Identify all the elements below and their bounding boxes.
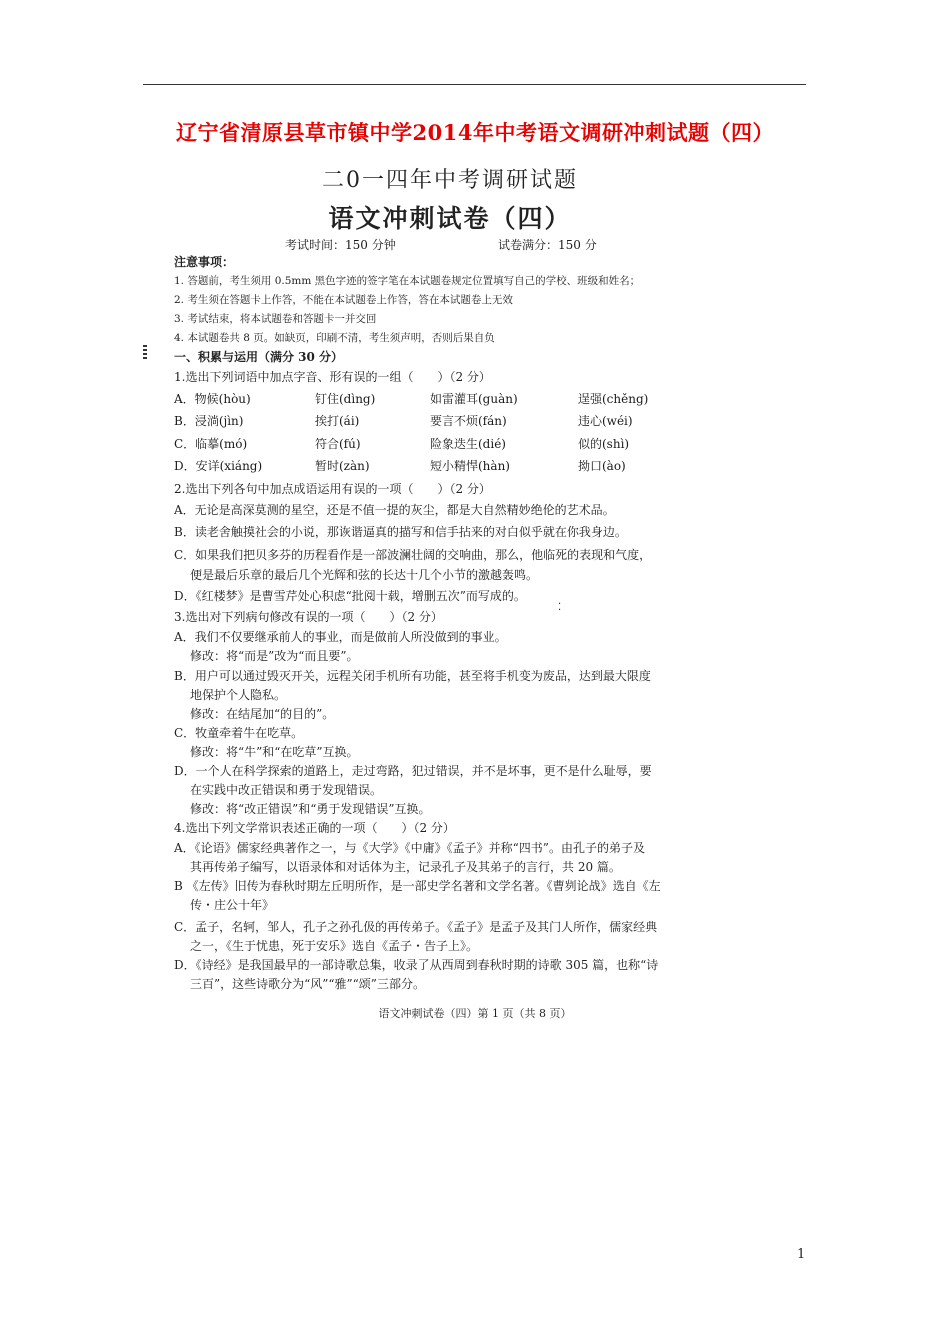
option-cell: 似的(shì): [578, 437, 630, 451]
option-cell: 险象迭生(dié): [430, 437, 506, 451]
question-line: 之一，《生于忧患，死于安乐》选自《孟子・告子上》。: [190, 939, 479, 953]
option-cell: 要言不烦(fán): [430, 414, 507, 428]
question-line: 修改：将“而是”改为“而且要”。: [190, 649, 359, 663]
section-title: 一、积累与运用（满分 30 分）: [174, 350, 344, 364]
option-cell: 违心(wéi): [578, 414, 633, 428]
question-line: D．一个人在科学探索的道路上，走过弯路，犯过错误，并不是坏事，更不是什么耻辱，要: [174, 764, 652, 778]
top-rule: [143, 84, 806, 85]
question-line: 修改：将“牛”和“在吃草”互换。: [190, 745, 359, 759]
question-line: C．孟子，名轲，邹人，孔子之孙孔伋的再传弟子。《孟子》是孟子及其门人所作，儒家经典: [174, 920, 658, 934]
option-cell: B．浸淌(jìn): [174, 414, 244, 428]
option-cell: 钉住(dìng): [315, 392, 376, 406]
exam-score: 试卷满分：150 分: [498, 238, 597, 252]
option-cell: 符合(fú): [315, 437, 361, 451]
exam-heading: 二0一四年中考调研试题: [322, 168, 578, 193]
question-line: A．我们不仅要继承前人的事业，而是做前人所没做到的事业。: [174, 630, 507, 644]
question-line: D．《红楼梦》是曹雪芹处心积虑“批阅十载，增删五次”而写成的。: [174, 589, 526, 603]
page-number: 1: [797, 1247, 806, 1262]
option-cell: A．物候(hòu): [174, 392, 251, 406]
question-line: 修改：将“改正错误”和“勇于发现错误”互换。: [190, 802, 431, 816]
question-line: 其再传弟子编写，以语录体和对话体为主，记录孔子及其弟子的言行，共 20 篇。: [190, 860, 621, 874]
note-item: 1. 答题前，考生须用 0.5mm 黑色字迹的签字笔在本试题卷规定位置填写自己的学校、班级和姓名；: [174, 275, 641, 287]
note-item: 4. 本试题卷共 8 页。如缺页，印刷不清，考生须声明，否则后果自负: [174, 332, 495, 344]
exam-subheading: 语文冲刺试卷（四）: [328, 204, 572, 233]
stray-mark: ⁚: [558, 602, 562, 613]
question-line: 三百”，这些诗歌分为“风”“雅”“颂”三部分。: [190, 977, 425, 991]
question-3-stem: 3.选出对下列病句修改有误的一项（ ）（2 分）: [174, 610, 443, 624]
scanned-exam-page: [150, 155, 730, 1025]
question-line: B 《左传》旧传为春秋时期左丘明所作，是一部史学名著和文学名著。《曹刿论战》选自《左: [174, 879, 661, 893]
question-line: 传・庄公十年》: [190, 898, 275, 912]
option-cell: D．安详(xiáng): [174, 459, 263, 473]
question-line: 地保护个人隐私。: [190, 688, 287, 702]
option-cell: 如雷灌耳(guàn): [430, 392, 518, 406]
option-cell: 挨打(ái): [315, 414, 360, 428]
note-item: 3. 考试结束，将本试题卷和答题卡一并交回: [174, 313, 377, 325]
question-line: C．牧童牵着牛在吃草。: [174, 726, 304, 740]
document-title: 辽宁省清原县草市镇中学2014年中考语文调研冲刺试题（四）: [176, 120, 774, 145]
question-line: C．如果我们把贝多芬的历程看作是一部波澜壮阔的交响曲，那么，他临死的表现和气度，: [174, 548, 652, 562]
page-footer: 语文冲刺试卷（四）第 1 页（共 8 页）: [378, 1007, 572, 1020]
question-line: B．用户可以通过毁灭开关，远程关闭手机所有功能，甚至将手机变为废品，达到最大限度: [174, 669, 651, 683]
question-4-stem: 4.选出下列文学常识表述正确的一项（ ）（2 分）: [174, 821, 455, 835]
notes-title: 注意事项：: [174, 255, 235, 269]
option-cell: C．临摹(mó): [174, 437, 248, 451]
question-2-stem: 2.选出下列各句中加点成语运用有误的一项（ ）（2 分）: [174, 482, 491, 496]
option-cell: 逞强(chěng): [578, 392, 649, 406]
question-line: A．《论语》儒家经典著作之一，与《大学》《中庸》《孟子》并称“四书”。由孔子的弟子及: [174, 841, 645, 855]
option-cell: 拗口(ào): [578, 459, 626, 473]
margin-dots: [143, 345, 147, 361]
option-cell: 暂时(zàn): [315, 459, 370, 473]
exam-time: 考试时间：150 分钟: [285, 238, 396, 252]
option-cell: 短小精悍(hàn): [430, 459, 510, 473]
note-item: 2. 考生须在答题卡上作答，不能在本试题卷上作答，答在本试题卷上无效: [174, 294, 513, 306]
question-line: 修改：在结尾加“的目的”。: [190, 707, 335, 721]
question-line: D．《诗经》是我国最早的一部诗歌总集，收录了从西周到春秋时期的诗歌 305 篇，也称“诗: [174, 958, 659, 972]
question-1-stem: 1.选出下列词语中加点字音、形有误的一组（ ）（2 分）: [174, 370, 491, 384]
question-line: B．读老舍触摸社会的小说，那诙谐逼真的描写和信手拈来的对白似乎就在你我身边。: [174, 525, 627, 539]
question-line: 便是最后乐章的最后几个光辉和弦的长达十几个小节的激越轰鸣。: [190, 568, 539, 582]
question-line: 在实践中改正错误和勇于发现错误。: [190, 783, 383, 797]
question-line: A．无论是高深莫测的星空，还是不值一提的灰尘，都是大自然精妙绝伦的艺术品。: [174, 503, 615, 517]
